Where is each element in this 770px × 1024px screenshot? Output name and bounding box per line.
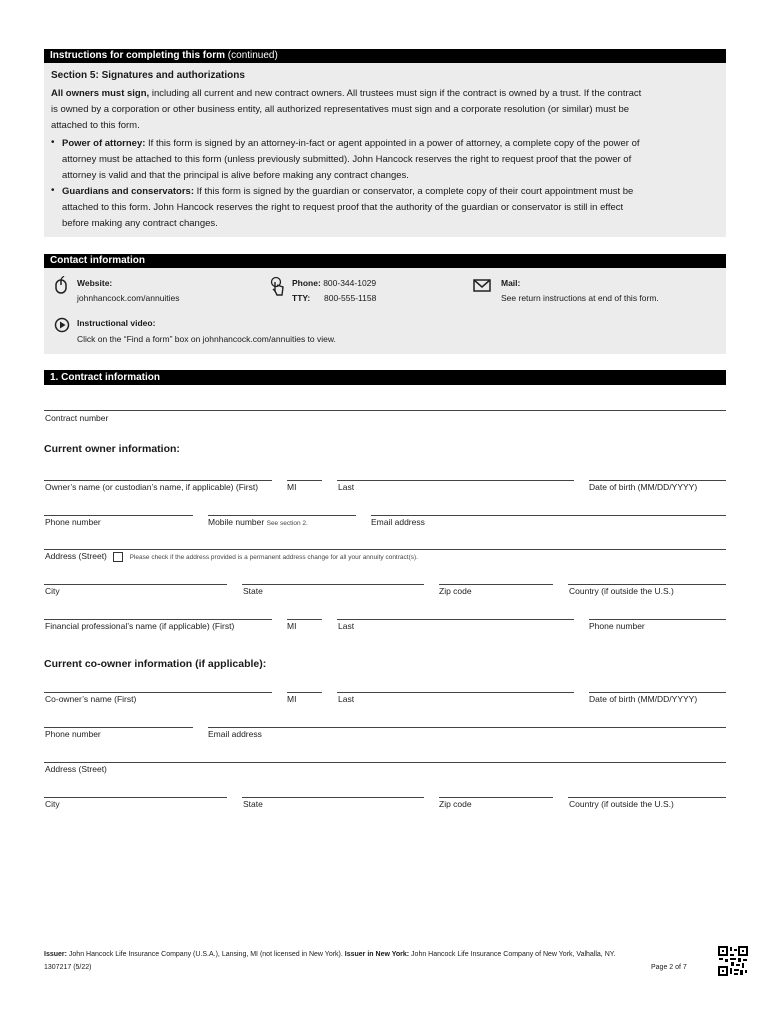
co-dob-label: Date of birth (MM/DD/YYYY) <box>589 694 698 704</box>
para-line-2: is owned by a corporation or other business entity, all authorized representatives must sign and a corporate resolution (or similar) must be <box>51 104 630 115</box>
address-change-checkbox[interactable] <box>113 552 123 562</box>
co-phone-label: Phone number <box>45 729 101 739</box>
para-line-1: including all current and new contract owners. All trustees must sign if the contract is owned by a trust. If the contract <box>149 88 642 99</box>
issuer-ny-text: John Hancock Life Insurance Company of New York, Valhalla, NY. <box>409 951 616 958</box>
instructions-header <box>44 49 726 63</box>
contract-number-label: Contract number <box>45 413 109 423</box>
contact-header: Contact information <box>44 254 726 268</box>
owner-address-label <box>45 551 418 562</box>
owner-last-label: Last <box>338 482 355 492</box>
owner-city-label: City <box>45 586 60 596</box>
co-mi-field[interactable] <box>287 692 322 693</box>
mouse-icon <box>55 276 67 294</box>
form-id: 1307217 (5/22) <box>44 964 92 971</box>
instructions-header-continued: (continued) <box>227 50 278 61</box>
fp-phone-label: Phone number <box>589 621 645 631</box>
co-dob-field[interactable] <box>589 692 726 693</box>
poa-line-1: If this form is signed by an attorney-in-fact or agent appointed in a power of attorney, a complete copy of the power of <box>145 138 640 149</box>
mobile-note: See section 2. <box>266 520 308 527</box>
co-state-field[interactable] <box>242 797 424 798</box>
tty-label: TTY: <box>292 293 311 303</box>
tty-line <box>292 293 376 303</box>
fp-mi-label: MI <box>287 621 297 631</box>
bullet-dot-2: • <box>51 185 55 196</box>
owner-last-name-field[interactable] <box>337 480 574 481</box>
mail-value: See return instructions at end of this form. <box>501 293 659 303</box>
owner-email-label: Email address <box>371 517 425 527</box>
fp-last-name-field[interactable] <box>337 619 574 620</box>
owner-city-field[interactable] <box>44 584 227 585</box>
co-owner-heading: Current co-owner information (if applicable): <box>44 658 267 670</box>
bullet-power-of-attorney <box>62 136 640 184</box>
co-phone-field[interactable] <box>44 727 193 728</box>
co-email-label: Email address <box>208 729 262 739</box>
video-label: Instructional video: <box>77 318 156 328</box>
fp-name-label: Financial professional’s name (if applicable) (First) <box>45 621 235 631</box>
owner-state-field[interactable] <box>242 584 424 585</box>
owner-address-field[interactable] <box>44 549 726 550</box>
contract-header: 1. Contract information <box>44 370 726 385</box>
play-video-icon <box>54 317 70 333</box>
issuer-line <box>44 951 615 958</box>
bullet-dot-1: • <box>51 137 55 148</box>
contract-number-field[interactable] <box>44 410 726 411</box>
mail-label: Mail: <box>501 278 521 288</box>
phone-line <box>292 278 376 288</box>
co-email-field[interactable] <box>208 727 726 728</box>
fp-mi-field[interactable] <box>287 619 322 620</box>
mail-icon <box>473 279 491 292</box>
fp-last-label: Last <box>338 621 355 631</box>
co-country-field[interactable] <box>568 797 726 798</box>
owner-phone-label: Phone number <box>45 517 101 527</box>
co-mi-label: MI <box>287 694 297 704</box>
owner-dob-label: Date of birth (MM/DD/YYYY) <box>589 482 698 492</box>
owner-mobile-label <box>208 517 308 527</box>
poa-line-2: attorney must be attached to this form (unless previously submitted). John Hancock reserves the right to request proof that the power of <box>62 154 632 165</box>
website-link[interactable]: johnhancock.com/annuities <box>77 293 180 303</box>
fp-phone-field[interactable] <box>589 619 726 620</box>
co-country-label: Country (if outside the U.S.) <box>569 799 674 809</box>
guardians-line-2: attached to this form. John Hancock reserves the right to request proof that the authority of the guardian or conservator is still in effect <box>62 202 624 213</box>
co-zip-field[interactable] <box>439 797 553 798</box>
owner-country-label: Country (if outside the U.S.) <box>569 586 674 596</box>
instructions-paragraph <box>51 86 721 134</box>
owner-state-label: State <box>243 586 263 596</box>
guardians-line-1: If this form is signed by the guardian or conservator, a complete copy of their court appointment must be <box>193 186 634 197</box>
owner-country-field[interactable] <box>568 584 726 585</box>
bullet-guardians <box>62 184 633 232</box>
section5-title: Section 5: Signatures and authorizations <box>51 70 245 81</box>
website-label: Website: <box>77 278 113 288</box>
address-change-note: Please check if the address provided is a permanent address change for all your annuity contract(s). <box>129 554 418 561</box>
para-line-3: attached to this form. <box>51 120 140 131</box>
qr-code-icon <box>718 946 748 976</box>
guardians-line-3: before making any contract changes. <box>62 218 218 229</box>
owner-mi-label: MI <box>287 482 297 492</box>
owner-phone-field[interactable] <box>44 515 193 516</box>
phone-value: 800-344-1029 <box>323 278 377 288</box>
co-first-name-field[interactable] <box>44 692 272 693</box>
co-last-name-field[interactable] <box>337 692 574 693</box>
video-value: Click on the “Find a form” box on johnhancock.com/annuities to view. <box>77 334 336 344</box>
owner-mobile-field[interactable] <box>208 515 356 516</box>
co-zip-label: Zip code <box>439 799 472 809</box>
owner-name-label: Owner’s name (or custodian’s name, if applicable) (First) <box>45 482 259 492</box>
owner-email-field[interactable] <box>371 515 726 516</box>
page-number: Page 2 of 7 <box>651 964 687 971</box>
co-last-label: Last <box>338 694 355 704</box>
owner-first-name-field[interactable] <box>44 480 272 481</box>
phone-label: Phone: <box>292 278 321 288</box>
address-label-text: Address (Street) <box>45 551 107 561</box>
co-city-field[interactable] <box>44 797 227 798</box>
owner-zip-field[interactable] <box>439 584 553 585</box>
all-owners-bold: All owners must sign, <box>51 88 150 99</box>
guardians-bold: Guardians and conservators: <box>62 186 194 197</box>
owner-heading: Current owner information: <box>44 443 180 455</box>
tty-value: 800-555-1158 <box>324 293 377 303</box>
poa-line-3: attorney is valid and that the principal is alive before making any contract changes. <box>62 170 409 181</box>
issuer-label: Issuer: <box>44 951 67 958</box>
co-state-label: State <box>243 799 263 809</box>
instructions-header-title: Instructions for completing this form <box>50 50 226 61</box>
mobile-label-text: Mobile number <box>208 517 265 527</box>
fp-first-name-field[interactable] <box>44 619 272 620</box>
issuer-text: John Hancock Life Insurance Company (U.S.A.), Lansing, MI (not licensed in New York). <box>66 951 345 958</box>
issuer-ny-label: Issuer in New York: <box>344 951 410 958</box>
co-name-label: Co-owner’s name (First) <box>45 694 137 704</box>
co-city-label: City <box>45 799 60 809</box>
owner-dob-field[interactable] <box>589 480 726 481</box>
phone-touch-icon <box>269 276 285 296</box>
owner-mi-field[interactable] <box>287 480 322 481</box>
owner-zip-label: Zip code <box>439 586 472 596</box>
poa-bold: Power of attorney: <box>62 138 146 149</box>
co-address-label: Address (Street) <box>45 764 107 774</box>
co-address-field[interactable] <box>44 762 726 763</box>
